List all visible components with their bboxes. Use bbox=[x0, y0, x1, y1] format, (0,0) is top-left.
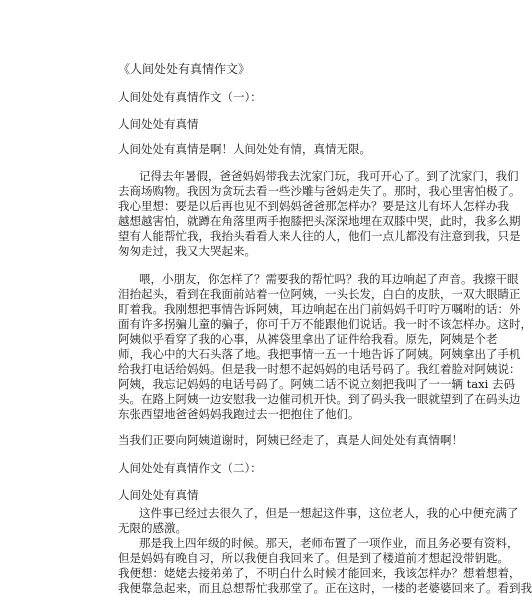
part1-heading: 人间处处有真情作文（一）： bbox=[118, 90, 262, 104]
part2-para2-line: 但是妈妈有晚自习，所以我便自我回来了。但是到了楼道前才想起没带钥匙。 bbox=[118, 551, 509, 565]
part2-para2-line: 我便想：姥姥去接弟弟了，不明白什么时候才能回来，我该怎样办？想着想着， bbox=[118, 566, 521, 580]
part1-para1-line: 去商场购物。我因为贪玩去看一些沙雕与爸妈走失了。那时，我心里害怕极了。 bbox=[118, 184, 521, 198]
part1-para2-line: 泪抬起头，看到在我面前站着一位阿姨，一头长发，白白的皮肤，一双大眼睛正 bbox=[118, 287, 521, 301]
part1-para2-line: 阿姨，我忘记妈妈的电话号码了。阿姨二话不说立刻把我叫了一一辆 taxi 去码 bbox=[118, 377, 515, 391]
document-title: 《人间处处有真情作文》 bbox=[118, 62, 251, 76]
part1-para2-line: 给我打电话给妈妈。但是我一时想不起妈妈的电话号码了。我红着脸对阿姨说： bbox=[118, 362, 521, 376]
part2-para2-line: 我便靠急起来，而且总想帮忙我那堂了。正在这时，一楼的老婆婆回来了。看到我 bbox=[118, 581, 532, 595]
part1-subheading: 人间处处有真情 bbox=[118, 117, 199, 131]
part1-intro: 人间处处有真情是啊！人间处处有情，真情无限。 bbox=[118, 142, 371, 156]
part1-para1-line: 记得去年暑假，爸爸妈妈带我去沈家门玩，我可开心了。到了沈家门，我们 bbox=[139, 169, 519, 183]
part2-para2-line: 那是我上四年级的时候。那天，老师布置了一项作业，而且务必要有资料， bbox=[139, 536, 519, 550]
part2-para1-line: 这件事已经过去很久了，但是一想起这件事，这位老人，我的心中便充满了 bbox=[139, 506, 519, 520]
part1-para2-line: 面有许多拐骗儿童的骗子，你可千万不能跟他们说话。我一时不该怎样办。这时， bbox=[118, 317, 532, 331]
part1-para1-line: 越想越害怕，就蹲在角落里两手抱膝把头深深地埋在双膝中哭，此时，我多么期 bbox=[118, 214, 521, 228]
part1-para2-line: 师，我心中的大石头落了地。我把事情一五一十地告诉了阿姨。阿姨拿出了手机 bbox=[118, 347, 521, 361]
part2-para1-line: 无限的感激。 bbox=[118, 521, 187, 535]
part1-para2-line: 喂，小朋友，你怎样了？需要我的帮忙吗？我的耳边响起了声音。我擦干眼 bbox=[139, 272, 519, 286]
part1-para2-line: 东张西望地爸爸妈妈我跑过去一把抱住了他们。 bbox=[118, 407, 360, 421]
part1-para2-line: 阿姨似乎看穿了我的心事，从裤袋里拿出了证件给我看。原先，阿姨是个老 bbox=[118, 332, 498, 346]
part1-para1-line: 我心里想：要是以后再也见不到妈妈爸爸那怎样办？要是这儿有坏人怎样办我 bbox=[118, 199, 509, 213]
part2-subheading: 人间处处有真情 bbox=[118, 488, 199, 502]
part1-para1-line: 匆匆走过，我又大哭起来。 bbox=[118, 244, 256, 258]
part1-para3: 当我们正要向阿姨道谢时，阿姨已经走了，真是人间处处有真情啊！ bbox=[118, 433, 463, 447]
part1-para1-line: 望有人能帮忙我，我抬头看看人来人往的人，他们一点儿都没有注意到我，只是 bbox=[118, 229, 521, 243]
part2-heading: 人间处处有真情作文（二）： bbox=[118, 461, 262, 475]
part1-para2-line: 头。在路上阿姨一边安慰我一边催司机开快。到了码头我一眼就望到了在码头边 bbox=[118, 392, 521, 406]
part1-para2-line: 盯着我。我刚想把事情告诉阿姨，耳边响起在出门前妈妈千叮咛万嘱咐的话：外 bbox=[118, 302, 521, 316]
